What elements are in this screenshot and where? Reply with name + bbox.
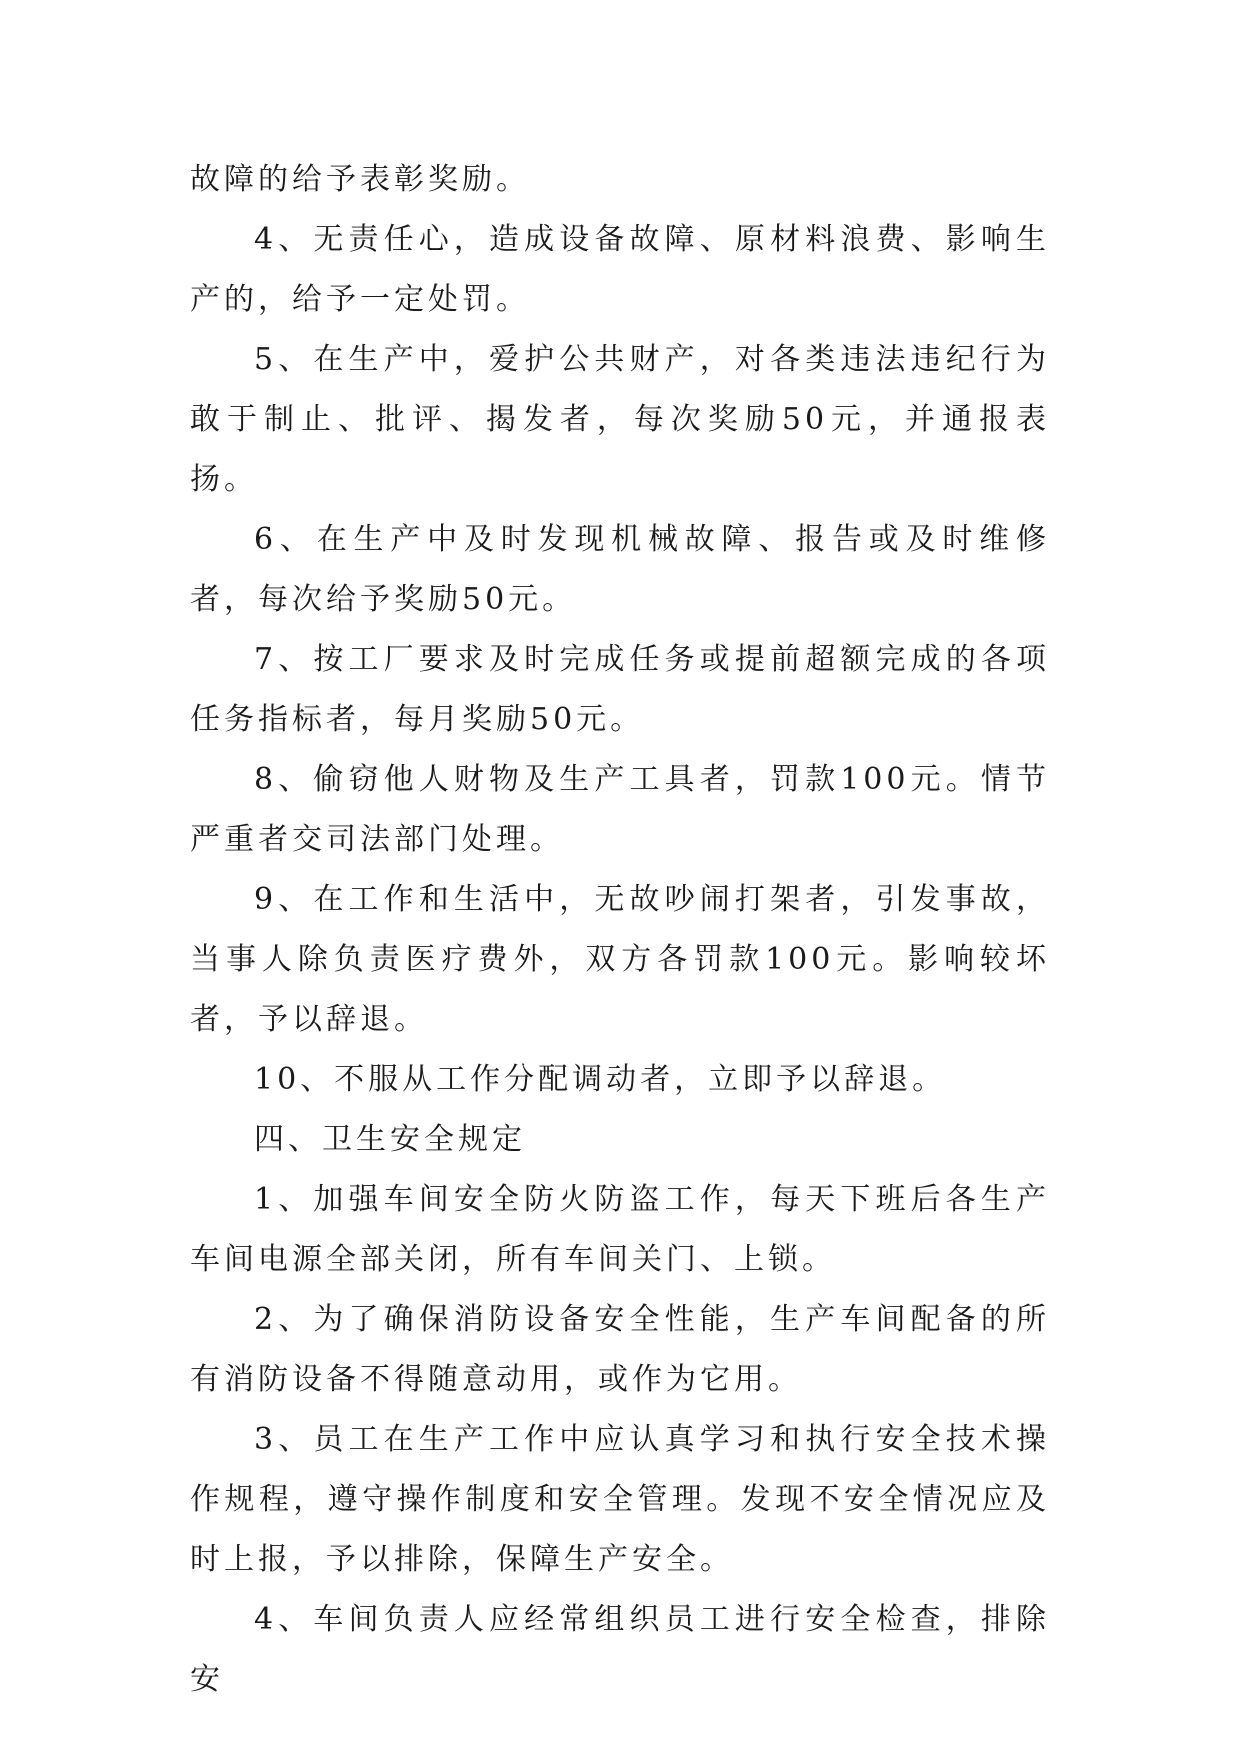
paragraph-rule-10: 10、不服从工作分配调动者，立即予以辞退。	[254, 1062, 947, 1097]
paragraph-rule-4: 4、无责任心，造成设备故障、原材料浪费、影响生产的，给予一定处罚。	[190, 222, 1050, 317]
paragraph-safety-3: 3、员工在生产工作中应认真学习和执行安全技术操作规程，遵守操作制度和安全管理。发现不安全情况应及时上报，予以排除，保障生产安全。	[190, 1422, 1050, 1577]
paragraph-rule-6: 6、在生产中及时发现机械故障、报告或及时维修者，每次给予奖励50元。	[190, 522, 1050, 617]
paragraph-rule-7: 7、按工厂要求及时完成任务或提前超额完成的各项任务指标者，每月奖励50元。	[190, 642, 1050, 737]
paragraph-safety-1: 1、加强车间安全防火防盗工作，每天下班后各生产车间电源全部关闭，所有车间关门、上锁。	[190, 1182, 1050, 1277]
paragraph-safety-2: 2、为了确保消防设备安全性能，生产车间配备的所有消防设备不得随意动用，或作为它用。	[190, 1302, 1050, 1397]
paragraph-safety-4: 4、车间负责人应经常组织员工进行安全检查，排除安	[190, 1602, 1050, 1697]
document-page	[190, 150, 1050, 1710]
section-heading: 四、卫生安全规定	[254, 1122, 526, 1157]
paragraph-rule-9: 9、在工作和生活中，无故吵闹打架者，引发事故，当事人除负责医疗费外，双方各罚款100元。影响较坏者，予以辞退。	[190, 882, 1050, 1037]
paragraph-rule-5: 5、在生产中，爱护公共财产，对各类违法违纪行为敢于制止、批评、揭发者，每次奖励50元，并通报表扬。	[190, 342, 1050, 497]
paragraph-continuation: 故障的给予表彰奖励。	[190, 162, 530, 197]
paragraph-rule-8: 8、偷窃他人财物及生产工具者，罚款100元。情节严重者交司法部门处理。	[190, 762, 1050, 857]
